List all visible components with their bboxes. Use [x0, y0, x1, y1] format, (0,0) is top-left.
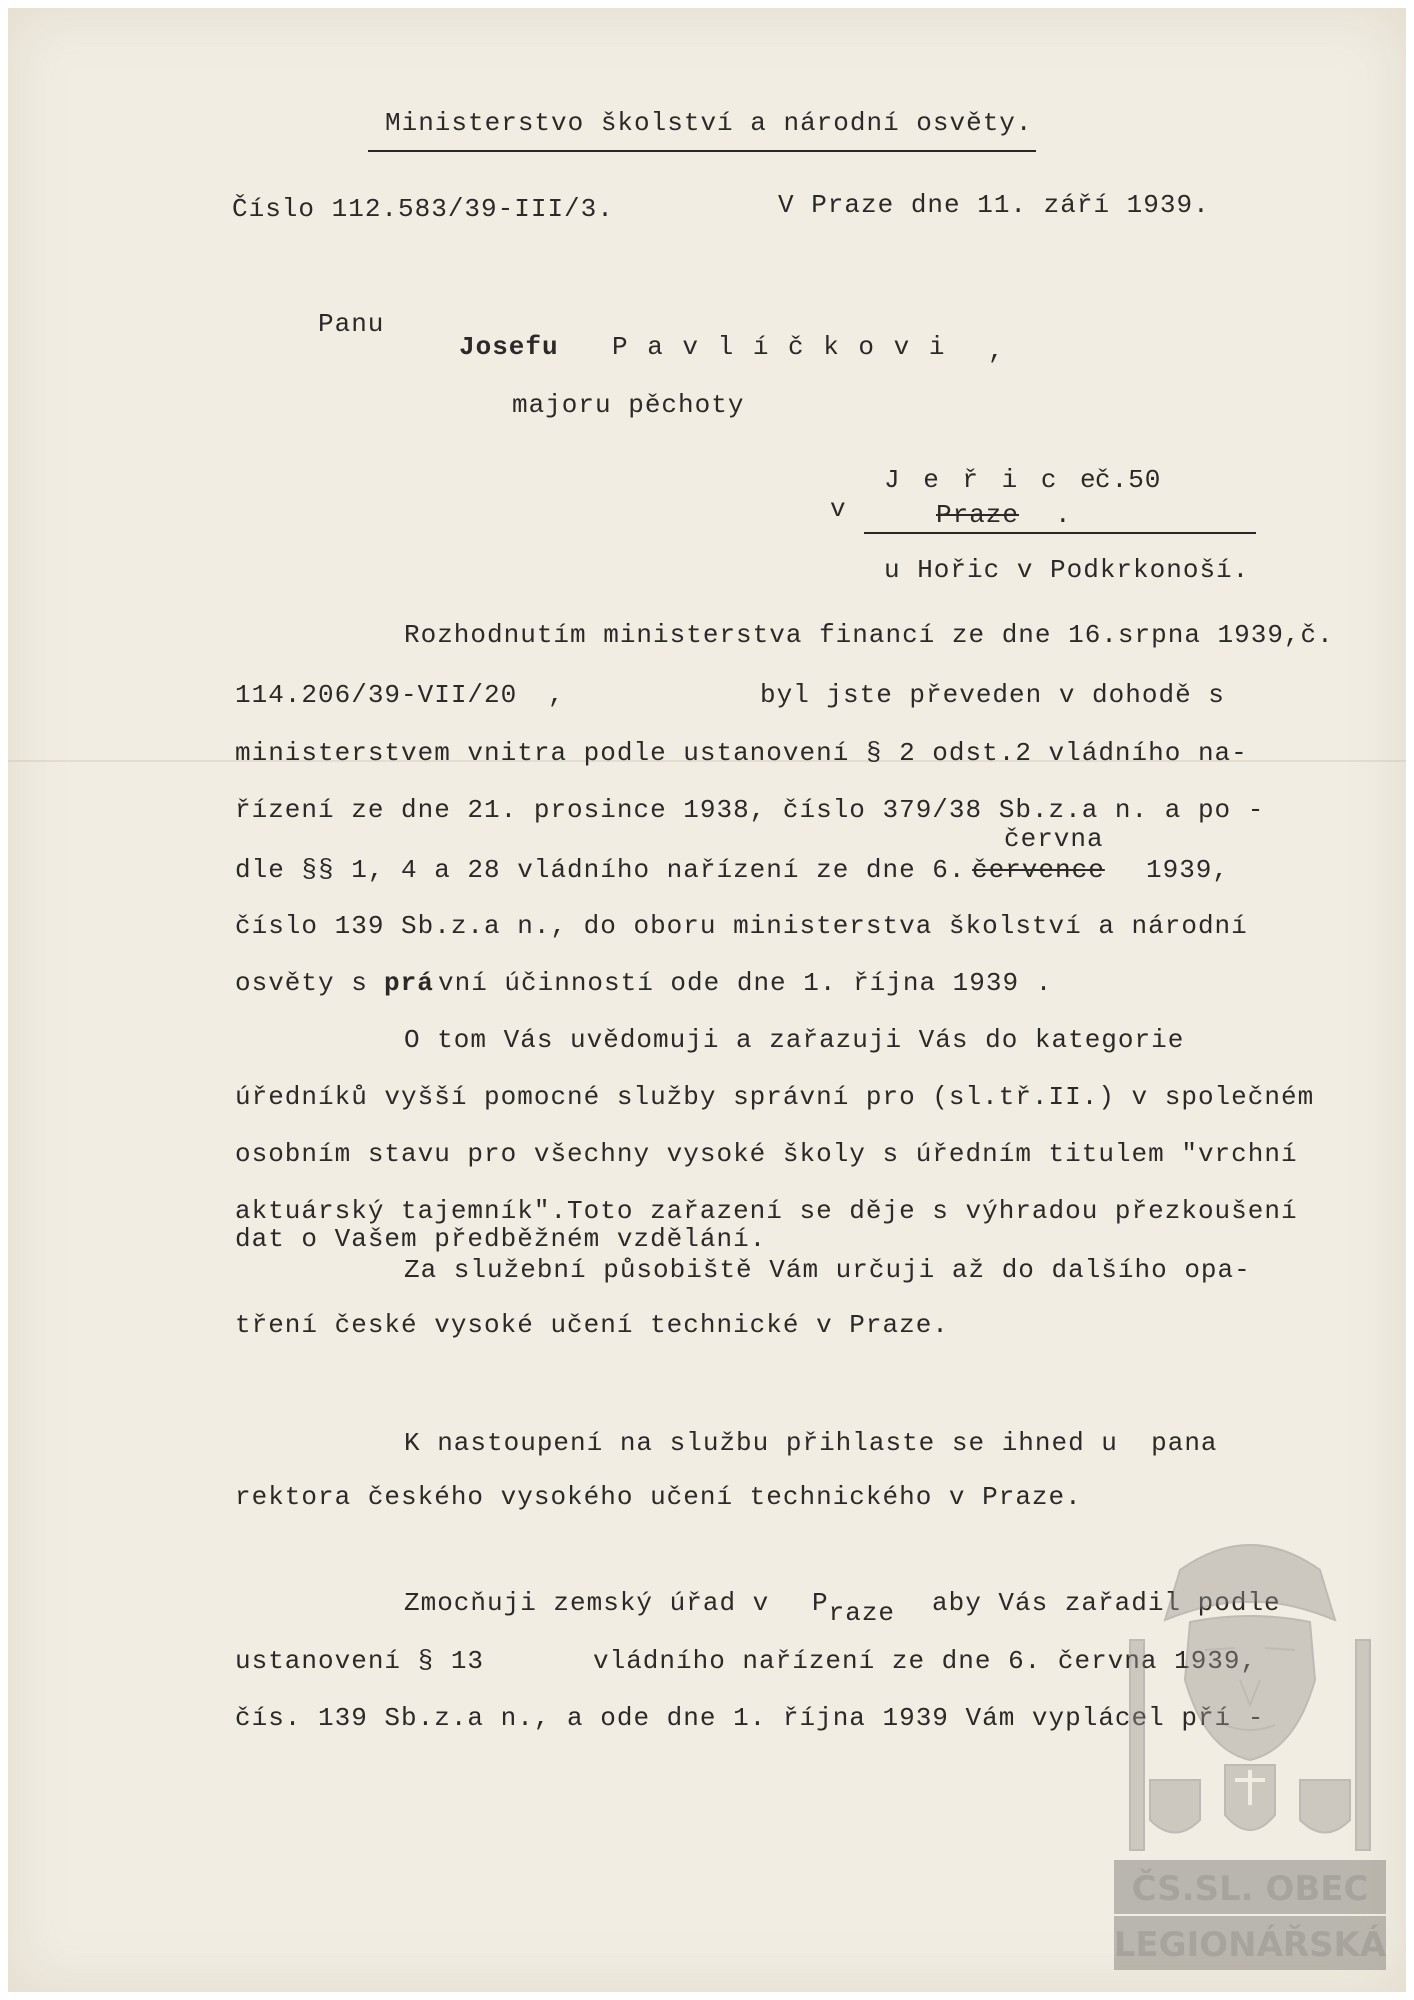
addressee-trailing-dot: . — [1055, 500, 1072, 530]
body-line: 114.206/39-VII/20 — [235, 680, 518, 710]
addressee-region: u Hořic v Podkrkonoší. — [884, 555, 1250, 585]
struck-word: července — [972, 855, 1105, 885]
ministry-heading: Ministerstvo školství a národní osvěty. — [385, 108, 1033, 138]
body-line: řízení ze dne 21. prosince 1938, číslo 379/38 Sb.z.a n. a po - — [235, 795, 1265, 825]
body-line: dle §§ 1, 4 a 28 vládního nařízení ze dne 6. — [235, 855, 966, 885]
legion-seal-watermark — [1110, 1530, 1390, 1970]
addressee-prefix: v — [830, 494, 847, 524]
shield-icon — [1150, 1780, 1200, 1833]
handwritten-correction: června — [1004, 824, 1104, 854]
place-and-date: V Praze dne 11. září 1939. — [778, 190, 1210, 220]
addressee-rank: majoru pěchoty — [512, 390, 745, 420]
heading-underline — [368, 150, 1036, 152]
face-shape — [1185, 1616, 1315, 1760]
body-line: úředníků vyšší pomocné služby správní pro (sl.tř.II.) v společném — [235, 1082, 1315, 1112]
body-line: byl jste převeden v dohodě s — [760, 680, 1225, 710]
shield-icon — [1300, 1780, 1350, 1833]
helmet-shape — [1165, 1545, 1335, 1620]
body-line: Rozhodnutím ministerstva financí ze dne 16.srpna 1939,č. — [404, 620, 1334, 650]
body-line: aktuárský tajemník".Toto zařazení se děje s výhradou přezkoušení — [235, 1196, 1298, 1226]
body-line: tření české vysoké učení technické v Praze. — [235, 1310, 949, 1340]
body-line: osvěty s — [235, 968, 368, 998]
body-line: rektora českého vysokého učení technického v Praze. — [235, 1482, 1082, 1512]
body-line: číslo 139 Sb.z.a n., do oboru ministerstva školství a národní — [235, 911, 1248, 941]
reference-number: Číslo 112.583/39-III/3. — [232, 194, 614, 224]
body-line: Za služební působiště Vám určuji až do dalšího opa- — [404, 1255, 1251, 1285]
body-line: dat o Vašem předběžném vzdělání. — [235, 1224, 767, 1254]
body-line: Zmocňuji zemský úřad v — [404, 1588, 770, 1618]
body-line: ustanovení § 13 — [235, 1646, 485, 1676]
address-underline — [864, 532, 1256, 534]
body-line: osobním stavu pro všechny vysoké školy s úředním titulem "vrchní — [235, 1139, 1298, 1169]
struck-city: Praze — [936, 500, 1020, 530]
addressee-surname: P a v l í č k o v i — [612, 332, 947, 362]
body-line-bold: prá — [384, 968, 434, 998]
addressee-house-number: č.50 — [1095, 465, 1162, 495]
body-line: O tom Vás uvědomuji a zařazuji Vás do kategorie — [404, 1025, 1185, 1055]
body-line: , — [548, 680, 565, 710]
addressee-comma: , — [988, 336, 1005, 366]
salutation: Panu — [318, 309, 385, 339]
body-line: Praze — [812, 1588, 896, 1628]
addressee-first-name: Josefu — [459, 332, 559, 362]
body-line: ministerstvem vnitra podle ustanovení § 2 odst.2 vládního na- — [235, 738, 1248, 768]
body-line: čís. 139 Sb.z.a n., a ode dne 1. října 1939 Vám vyplácel pří - — [235, 1703, 1265, 1733]
body-line: aby Vás zařadil podle — [932, 1588, 1281, 1618]
body-line: vládního nařízení ze dne 6. června 1939, — [593, 1646, 1258, 1676]
addressee-city: J e ř i c e — [884, 465, 1100, 495]
seal-line-1: ČS.SL. OBEC — [1131, 1869, 1369, 1909]
body-line: 1939, — [1146, 855, 1230, 885]
body-line: vní účinností ode dne 1. října 1939 . — [438, 968, 1053, 998]
body-line: K nastoupení na službu přihlaste se ihned u pana — [404, 1428, 1218, 1458]
seal-line-2: LEGIONÁŘSKÁ — [1113, 1925, 1387, 1965]
